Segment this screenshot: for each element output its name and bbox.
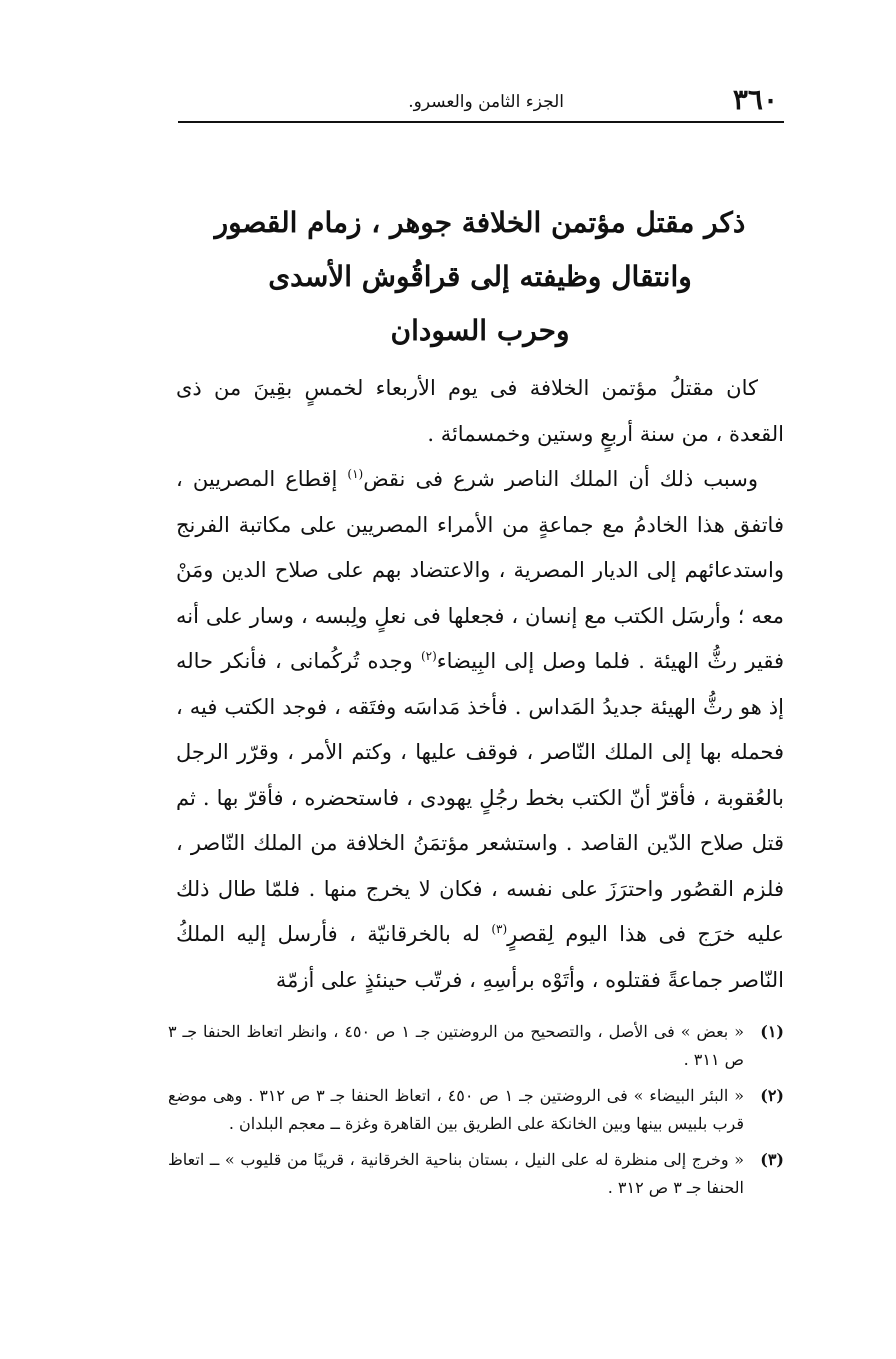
paragraph-2-part-3: وجده تُركُمانى ، فأنكر حاله إذ هو رثُّ الهيئة جديدُ المَداس . فأخذ مَداسَه وفتَقه ، فوجد الكتب فيه ، فحمله بها إلى الملك النّاصر ، فوقف عليها ، وكتم الأمر ، وقرّر الرجل بالعُقوبة ، فأقرّ أنّ الكتب بخط رجُلٍ يهودى ، فاستحضره ، فأقرّ بها . ثم قتل صلاح الدّين القاصد . واستشعر مؤتمَنُ الخلافة من الملك النّاصر ، فلزم القصُور واحترَزَ على نفسه ، فكان لا يخرج منها . فلمّا طال ذلك عليه خرَج فى هذا اليوم لِقصرٍ [176,649,784,946]
chapter-title-line-1: ذكر مقتل مؤتمن الخلافة جوهر ، زمام القصور [214,206,746,239]
page-header [178,84,784,120]
footnote-3 [168,1146,784,1202]
paragraph-2-part-1: وسبب ذلك أن الملك الناصر شرع فى نقض [363,467,758,491]
chapter-title-line-2: وانتقال وظيفته إلى قراقُوش الأسدى [268,260,692,293]
footnote-ref-1: (١) [347,467,364,481]
body-text [176,366,784,1003]
paragraph-2-part-4: له بالخرقانيّة ، فأرسل إليه الملكُ النّاصر جماعةً فقتلوه ، وأتَوْه برأسِهِ ، فرتّب حينئذٍ على أزمّة [176,922,784,992]
footnote-number: (٣) [760,1150,784,1169]
chapter-title [200,196,760,358]
footnote-1 [168,1018,784,1074]
footnote-2 [168,1082,784,1138]
paragraph-2 [176,457,784,1003]
footnote-text: « البئر البيضاء » فى الروضتين جـ ١ ص ٤٥٠ ، اتعاظ الحنفا جـ ٣ ص ٣١٢ . وهى موضع قرب بلبيس بينها وبين الخانكة على الطريق بين القاهرة وغزة ــ معجم البلدان . [168,1086,744,1133]
header-rule [178,121,784,123]
paragraph-2-part-2: إقطاع المصريين ، فاتفق هذا الخادمُ مع جماعةٍ من الأمراء المصريين على مكاتبة الفرنج واستدعائهم إلى الديار المصرية ، والاعتضاد بهم على صلاح الدين ومَنْ معه ؛ وأرسَل الكتب مع إنسان ، فجعلها فى نعلٍ ولِبسه ، وسار على أنه فقير رثُّ الهيئة . فلما وصل إلى البِيضاء [176,467,785,673]
footnotes [168,1018,784,1210]
footnote-ref-2: (٢) [420,649,437,663]
footnote-text: « وخرج إلى منظرة له على النيل ، بستان بناحية الخرقانية ، قريبًا من قليوب » ــ اتعاظ الحنفا جـ ٣ ص ٣١٢ . [168,1150,744,1197]
footnote-ref-3: (٣) [491,922,508,936]
chapter-title-line-3: وحرب السودان [390,314,570,347]
page-number: ٣٦٠ [732,83,778,116]
running-title: الجزء الثامن والعسرو. [408,92,564,112]
footnote-text: « بعض » فى الأصل ، والتصحيح من الروضتين جـ ١ ص ٤٥٠ ، وانظر اتعاظ الحنفا جـ ٣ ص ٣١١ . [168,1022,744,1069]
footnote-number: (١) [760,1022,784,1041]
paragraph-1: كان مقتلُ مؤتمن الخلافة فى يوم الأربعاء لخمسٍ بقِينَ من ذى القعدة ، من سنة أربعٍ وستين وخمسمائة . [176,376,784,446]
footnote-number: (٢) [760,1086,784,1105]
